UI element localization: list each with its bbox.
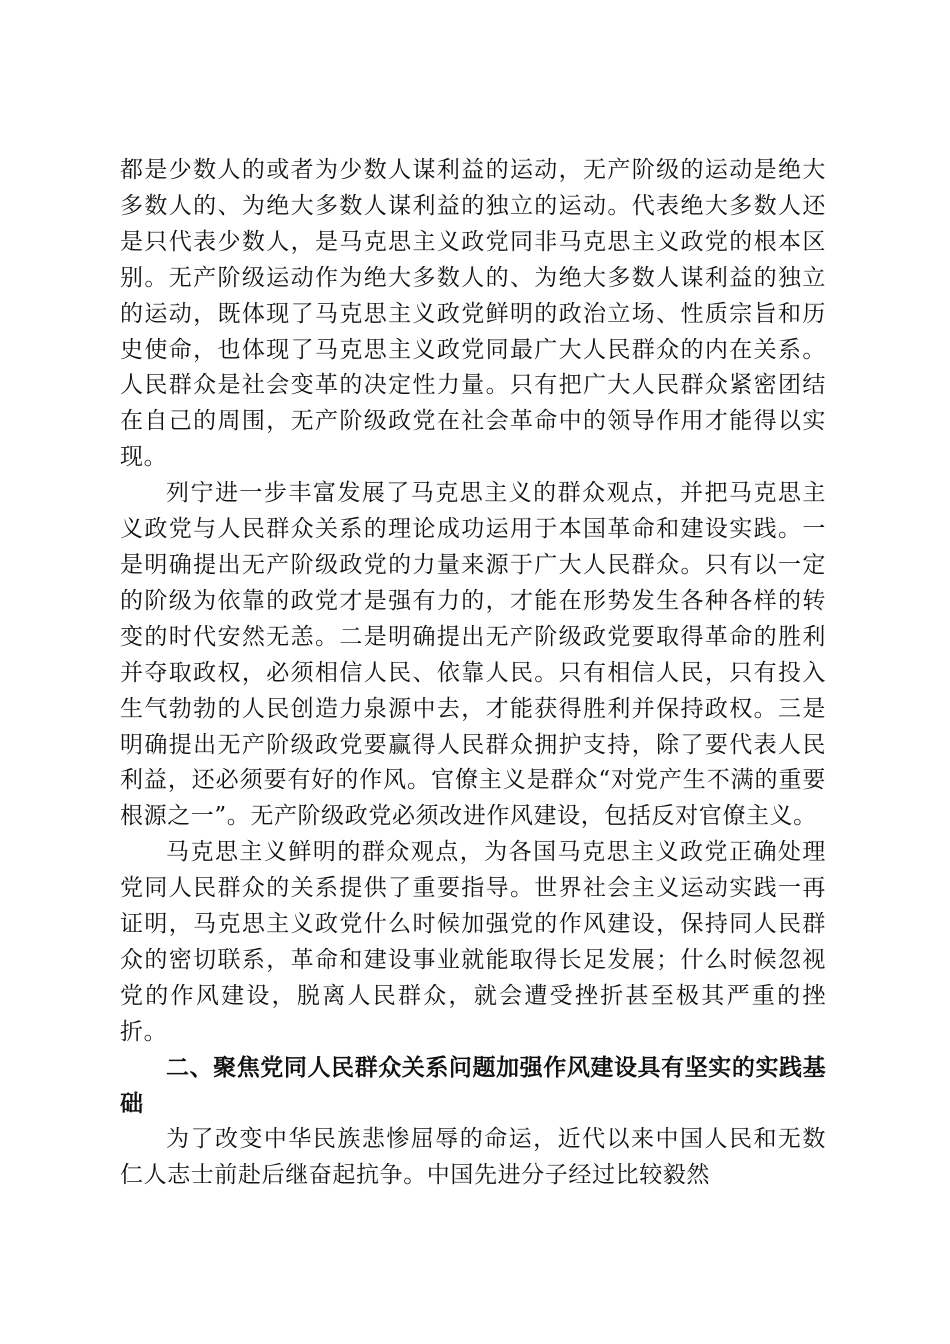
paragraph-continuation: 都是少数人的或者为少数人谋利益的运动，无产阶级的运动是绝大多数人的、为绝大多数人谋利益的独立的运动。代表绝大多数人还是只代表少数人，是马克思主义政党同非马克思主义政党的根本区别。无产阶级运动作为绝大多数人的、为绝大多数人谋利益的独立的运动，既体现了马克思主义政党鲜明的政治立场、性质宗旨和历史使命，也体现了马克思主义政党同最广大人民群众的内在关系。人民群众是社会变革的决定性力量。只有把广大人民群众紧密团结在自己的周围，无产阶级政党在社会革命中的领导作用才能得以实现。 [120,157,826,471]
document-page [120,153,826,1194]
section-heading: 二、聚焦党同人民群众关系问题加强作风建设具有坚实的实践基础 [120,1054,826,1117]
paragraph-closing: 为了改变中华民族悲惨屈辱的命运，近代以来中国人民和无数仁人志士前赴后继奋起抗争。中国先进分子经过比较毅然 [120,1126,826,1189]
paragraph-guidance: 马克思主义鲜明的群众观点，为各国马克思主义政党正确处理党同人民群众的关系提供了重要指导。世界社会主义运动实践一再证明，马克思主义政党什么时候加强党的作风建设，保持同人民群众的密切联系，革命和建设事业就能取得长足发展；什么时候忽视党的作风建设，脱离人民群众，就会遭受挫折甚至极其严重的挫折。 [120,839,826,1045]
paragraph-lenin: 列宁进一步丰富发展了马克思主义的群众观点，并把马克思主义政党与人民群众关系的理论成功运用于本国革命和建设实践。一是明确提出无产阶级政党的力量来源于广大人民群众。只有以一定的阶级为依靠的政党才是强有力的，才能在形势发生各种各样的转变的时代安然无恙。二是明确提出无产阶级政党要取得革命的胜利并夺取政权，必须相信人民、依靠人民。只有相信人民，只有投入生气勃勃的人民创造力泉源中去，才能获得胜利并保持政权。三是明确提出无产阶级政党要赢得人民群众拥护支持，除了要代表人民利益，还必须要有好的作风。官僚主义是群众“对党产生不满的重要根源之一”。无产阶级政党必须改进作风建设，包括反对官僚主义。 [120,480,826,830]
